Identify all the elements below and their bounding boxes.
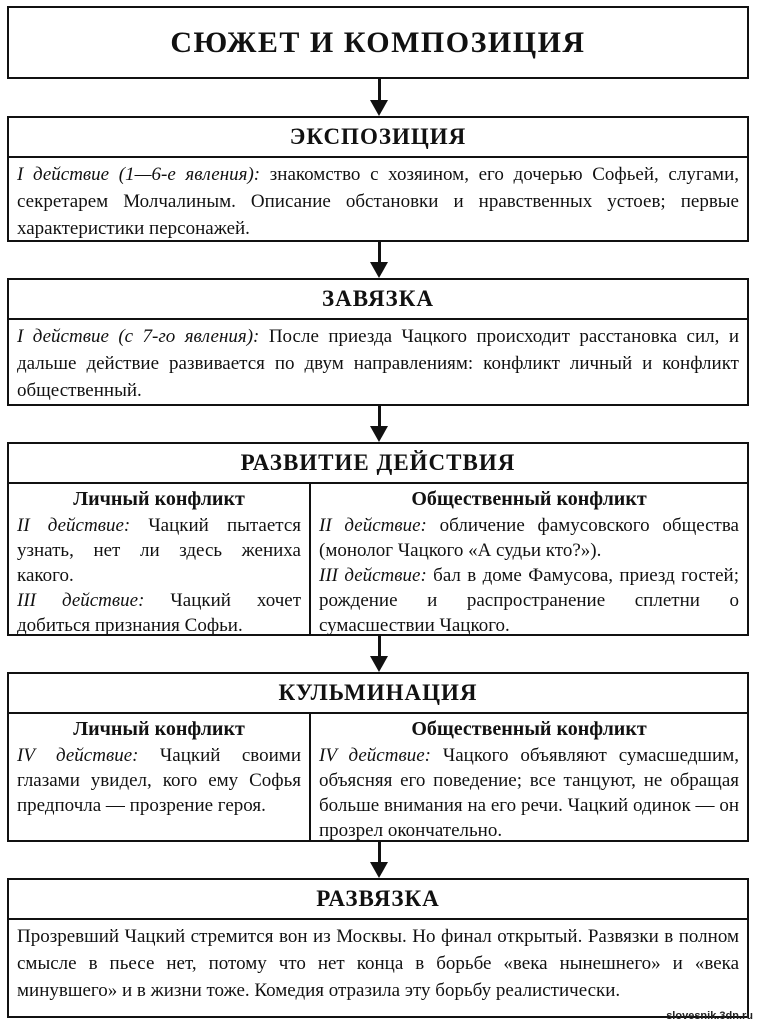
development-personal-column	[9, 484, 311, 634]
zavyazka-header: ЗАВЯЗКА	[9, 280, 747, 320]
climax-box	[7, 672, 749, 842]
arrow-down-icon	[378, 79, 381, 102]
climax-personal-title: Личный конфликт	[73, 718, 245, 740]
development-personal-title: Личный конфликт	[73, 488, 245, 510]
climax-columns	[9, 714, 747, 840]
title-box	[7, 6, 749, 79]
climax-social-title: Общественный конфликт	[411, 718, 647, 740]
development-social-p2: III действие: бал в доме Фамусова, приезд гостей; рождение и распространение сплетни о сумасшествии Чацкого.	[319, 565, 740, 636]
zavyazka-description: После приезда Чацкого происходит расстановка сил, и дальше действие развивается по двум направлениям: конфликт личный и конфликт общественный.	[17, 326, 739, 401]
zavyazka-lead: I действие (с 7-го явления):	[17, 326, 260, 347]
climax-personal-column	[9, 714, 311, 840]
zavyazka-box	[7, 278, 749, 406]
climax-social-p1: IV действие: Чацкого объявляют сумасшедшим, объясняя его поведение; все танцуют, не обращая больше внимания на его речи. Чацкий одинок — он прозрел окончательно.	[319, 745, 739, 841]
exposition-box	[7, 116, 749, 242]
development-social-p1: II действие: обличение фамусовского общества (монолог Чацкого «А судьи кто?»).	[319, 515, 739, 561]
exposition-lead: I действие (1—6-е явления):	[17, 164, 261, 185]
watermark: slovesnik.3dn.ru	[666, 1010, 753, 1022]
development-personal-p2: III действие: Чацкий хочет добиться признания Софьи.	[17, 590, 302, 636]
arrow-down-icon	[378, 842, 381, 864]
development-box	[7, 442, 749, 636]
climax-personal-p1: IV действие: Чацкий своими глазами увидел, кого ему Софья предпочла — прозрение героя.	[17, 745, 301, 816]
razvyazka-text: Прозревший Чацкий стремится вон из Москвы. Но финал открытый. Развязки в полном смысле в пьесе нет, потому что нет конца в борьбе «века нынешнего» и «века минувшего» и в жизни тоже. Комедия отразила эту борьбу реалистически.	[17, 926, 739, 1001]
exposition-text	[9, 158, 747, 242]
development-header: РАЗВИТИЕ ДЕЙСТВИЯ	[9, 444, 747, 484]
arrow-down-icon	[378, 406, 381, 428]
razvyazka-box	[7, 878, 749, 1018]
exposition-header: ЭКСПОЗИЦИЯ	[9, 118, 747, 158]
development-columns	[9, 484, 747, 634]
exposition-description: знакомство с хозяином, его дочерью Софьей, слугами, секретарем Молчалиным. Описание обстановки и нравственных устоев; первые характеристики персонажей.	[17, 164, 739, 239]
development-social-column	[311, 484, 747, 634]
razvyazka-header: РАЗВЯЗКА	[9, 880, 747, 920]
arrow-down-icon	[378, 242, 381, 264]
development-personal-p1: II действие: Чацкий пытается узнать, нет ли здесь жениха какого.	[17, 515, 302, 586]
climax-social-column	[311, 714, 747, 840]
zavyazka-text	[9, 320, 747, 404]
climax-header: КУЛЬМИНАЦИЯ	[9, 674, 747, 714]
development-social-title: Общественный конфликт	[411, 488, 647, 510]
arrow-down-icon	[378, 636, 381, 658]
page-title: СЮЖЕТ И КОМПОЗИЦИЯ	[170, 26, 586, 59]
